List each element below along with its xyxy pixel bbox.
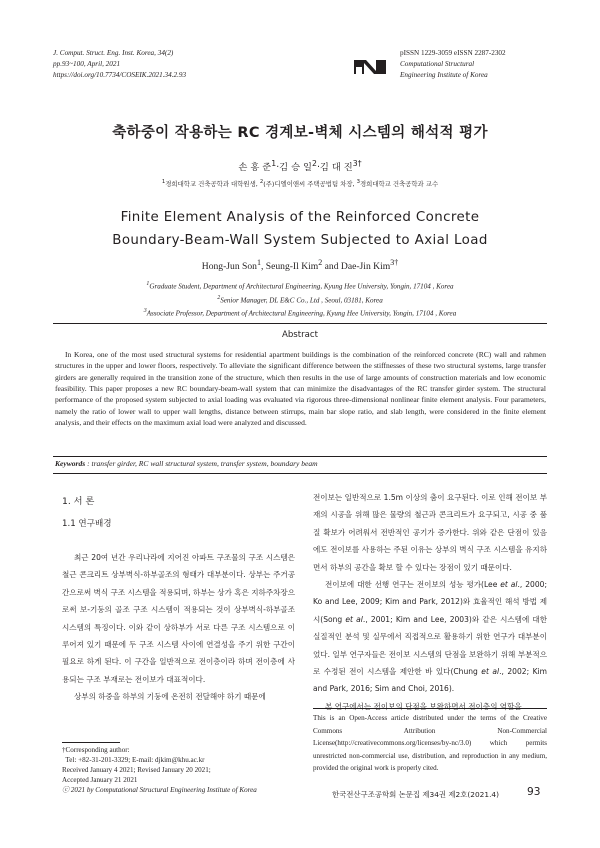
journal-citation-line: pp.93~100, April, 2021 xyxy=(53,60,121,68)
footer-journal: 한국전산구조공학회 논문집 제34권 제2호(2021.4) xyxy=(332,790,500,799)
author-name: 김 승 일 xyxy=(279,162,313,174)
author-name: Dae-Jin Kim xyxy=(340,261,391,273)
keywords-label: Keywords xyxy=(55,459,86,468)
journal-citation xyxy=(53,48,186,81)
issn: pISSN 1229-3059 eISSN 2287-2302 xyxy=(400,49,506,57)
institute-line: Engineering Institute of Korea xyxy=(400,71,488,79)
author-name: 손 홍 준 xyxy=(238,162,272,174)
copyright: ⓒ 2021 by Computational Structural Engineering Institute of Korea xyxy=(62,786,257,795)
korean-affiliations: $^1$경희대학교 건축공학과 대학원생, $^2$(주)디엘이앤씨 주택공법팀 차장, $^3$경희대학교 건축공학과 교수 xyxy=(161,179,439,189)
keywords: Keywords : transfer girder, RC wall structural system, transfer system, boundary beam xyxy=(55,459,318,468)
english-affiliations xyxy=(0,279,600,320)
body-paragraph: 최근 20여 년간 우리나라에 지어진 아파트 구조물의 구조 시스템은 철근 콘크리트 상부벽식-하부골조의 형태가 대부분이다. 상부는 주거공간으로써 벽식 구조 시스템을 적용되며, 하부는 상가 혹은 지하주차장으로써 보-기둥의 골조 구조 시스템이 적용되는 것이 상부벽식-하부골조 시스템의 특징이다. 이와 같이 상하부가 서로 다른 구조 시스템으로 이루어져 있기 때문에 두 구조 시스템 사이에 연결성을 주기 위한 구간이 필요로 하게 된다. 이 구간을 일반적으로 전이층이라 하며 전이층에 사용되는 구조 부재로는 전이보가 대표적이다. xyxy=(62,553,296,684)
author-superscript: 1 xyxy=(271,159,277,168)
page-number: 93 xyxy=(527,786,541,798)
corresponding-author-note: †Corresponding author: Tel: +82-31-201-3329; E-mail: djkim@khu.ac.kr Received January 4 2021; Revised January 20 2021; Accepted January 21 2021 ⓒ 2021 by Computational Structural Engineering Institute of Korea xyxy=(62,745,302,795)
footnote-divider xyxy=(62,742,120,743)
institute-line: Computational Structural xyxy=(400,60,475,68)
keywords-divider xyxy=(53,473,547,474)
body-paragraph: 상부의 하중을 하부의 기둥에 온전히 전달해야 하기 때문에 xyxy=(74,692,266,702)
contact-line: Tel: +82-31-201-3329; E-mail: djkim@khu.ac.kr xyxy=(62,756,205,765)
open-access-divider xyxy=(313,708,547,709)
affiliation-line: $^1$Graduate Student, Department of Architectural Engineering, Kyung Hee University, Yongin, 17104 , Korea xyxy=(146,281,454,291)
journal-logo-icon xyxy=(352,56,388,78)
body-paragraph: 전이보에 대한 선행 연구는 전이보의 성능 평가(Lee et al., 2000; Ko and Lee, 2009; Kim and Park, 2012)와 효율적인 해석 방법 제시(Song et al., 2001; Kim and Lee, 2003)와 같은 시스템에 대한 실질적인 분석 및 실무에서 직접적으로 활용하기 위한 연구가 대부분이었다. 일부 연구자들은 전이보 시스템의 단점을 보완하기 위해 부분적으로 수정된 전이 시스템을 제안한 바 있다(Chung et al., 2002; Kim and Park, 2016; Sim and Choi, 2016). xyxy=(313,580,548,694)
author-superscript: 3† xyxy=(352,159,362,168)
english-title-line: Boundary-Beam-Wall System Subjected to Axial Load xyxy=(112,233,488,248)
author-name: Hong-Jun Son xyxy=(201,261,257,273)
body-paragraph: 본 연구에서는 전이보의 단점을 보완하면서 전이층의 역할을 xyxy=(325,701,522,711)
author-name: Seung-Il Kim xyxy=(265,261,319,273)
issn-block xyxy=(400,48,506,81)
body-column-right xyxy=(313,489,547,715)
body-paragraph: 전이보는 일반적으로 1.5m 이상의 춤이 요구된다. 이로 인해 전이보 부재의 시공을 위해 많은 물량의 철근과 콘크리트가 요구되고, 시공 중 품질 확보가 어려워서 전반적인 공기가 증가한다. 위와 같은 단점이 있음에도 전이보를 사용하는 주된 이유는 상부의 벽식 구조 시스템을 유지하면서 하부의 공간을 확보 할 수 있다는 장점이 있기 때문이다. xyxy=(313,493,547,572)
affiliation-line: $^2$Senior Manager, DL E&C Co., Ltd , Seoul, 03181, Korea xyxy=(217,294,383,304)
affiliation-line: $^3$Associate Professor, Department of Architectural Engineering, Kyung Hee University, Yongin, 17104 , Korea xyxy=(143,308,457,318)
abstract-body: In Korea, one of the most used structural systems for residential apartment buildings is the combination of the reinforced concrete (RC) wall and rahmen structures in the upper and lower floors, respectively. To alleviate the significant difference between the stiffnesses of these two structural systems, large transfer girders are generally required in the transition zone of the structure, which then results in the use of large amounts of construction materials and low economic feasibility. This paper proposes a new RC boundary-beam-wall system that can minimize the disadvantages of the RC transfer girder system. The structural performance of the proposed system subjected to axial loading was evaluated via rigorous three-dimensional nonlinear finite element analysis. Four parameters, namely the ratio of lower wall to upper wall lengths, distance between stirrups, main bar slope ratio, and slab length, were considered in the finite element analysis, and their effects on the maximum axial load were analyzed and discussed. xyxy=(55,350,546,428)
english-title-line: Finite Element Analysis of the Reinforced Concrete xyxy=(120,210,480,225)
body-column-left xyxy=(62,549,295,706)
english-title xyxy=(0,206,600,252)
doi-link[interactable]: https://doi.org/10.7734/COSEIK.2021.34.2.93 xyxy=(53,71,187,79)
journal-citation-line: J. Comput. Struct. Eng. Inst. Korea, 34(2) xyxy=(53,49,174,57)
korean-authors: 손 홍 준$^1$·김 승 일$^2$·김 대 진$^{3\dagger}$ xyxy=(238,159,362,174)
author-name: 김 대 진 xyxy=(319,162,353,174)
korean-title: 축하중이 작용하는 RC 경계보-벽체 시스템의 해석적 평가 xyxy=(112,125,488,141)
subsection-heading: 1.1 연구배경 xyxy=(62,519,112,529)
author-superscript: 2 xyxy=(312,159,317,168)
keywords-text: transfer girder, RC wall structural system, transfer system, boundary beam xyxy=(91,459,318,468)
abstract-heading: Abstract xyxy=(281,330,319,340)
section-heading: 1. 서 론 xyxy=(62,496,95,507)
open-access-notice: This is an Open-Access article distributed under the terms of the Creative Commons Attribution Non-Commercial License(http://creativecommons.org/licenses/by-nc/3.0) which permits unrestricted non-commercial use, distribution, and reproduction in any medium, provided the original work is properly cited. xyxy=(313,714,547,773)
english-authors: Hong-Jun Son$^1$, Seung-Il Kim$^2$ and Dae-Jin Kim$^{3\dagger}$ xyxy=(201,258,399,273)
